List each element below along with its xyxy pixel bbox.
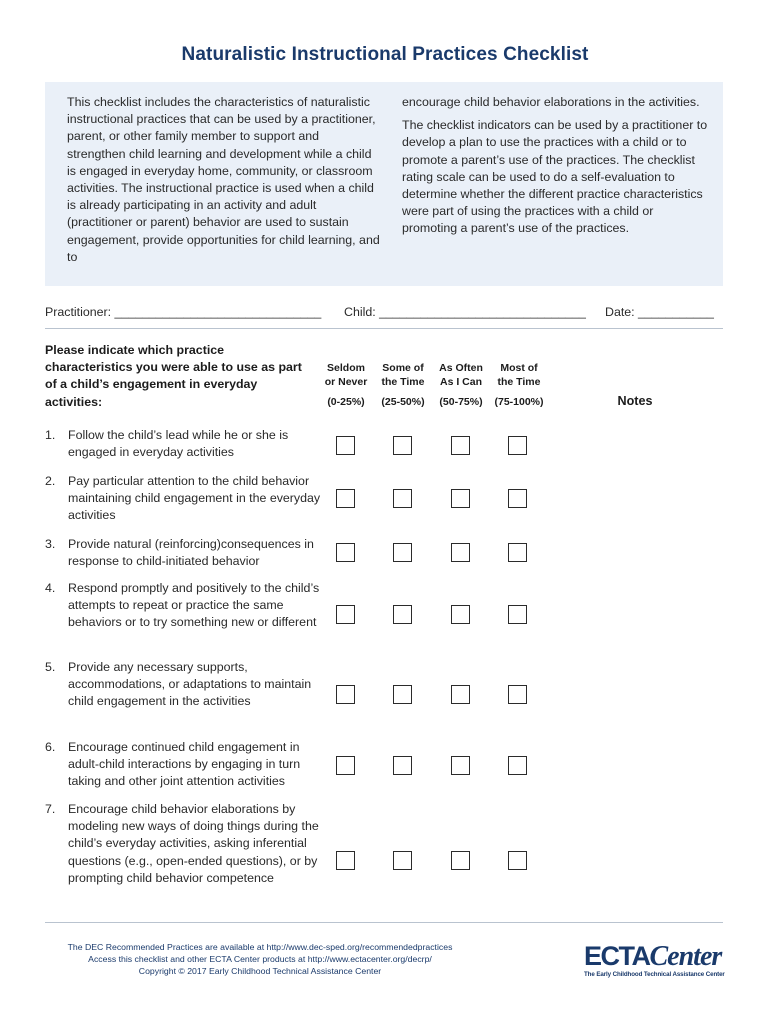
checkbox-item6-seldom[interactable]	[336, 756, 355, 775]
footer-line-dec[interactable]: The DEC Recommended Practices are available at http://www.dec-sped.org/recommendedpractices	[67, 942, 453, 952]
checkbox-item3-some[interactable]	[393, 543, 412, 562]
checkbox-item3-as-often[interactable]	[451, 543, 470, 562]
divider-top	[45, 328, 723, 329]
column-header-most	[490, 361, 548, 390]
checkbox-item7-most[interactable]	[508, 851, 527, 870]
item-number: 6.	[45, 740, 56, 754]
date-field[interactable]: Date: ___________	[605, 305, 714, 319]
logo-wordmark	[584, 941, 721, 972]
checkbox-item4-seldom[interactable]	[336, 605, 355, 624]
logo-tagline: The Early Childhood Technical Assistance Center	[584, 971, 725, 978]
checklist-item-2	[45, 473, 325, 525]
practitioner-field[interactable]: Practitioner: ______________________________	[45, 305, 322, 319]
checkbox-item5-some[interactable]	[393, 685, 412, 704]
intro-paragraph-1: encourage child behavior elaborations in the activities.	[402, 95, 700, 109]
notes-header: Notes	[617, 394, 653, 408]
checkbox-item4-some[interactable]	[393, 605, 412, 624]
item-text: Encourage continued child engagement in adult-child interactions by engaging in turn taking and other joint attention activities	[68, 740, 301, 789]
checkbox-item3-seldom[interactable]	[336, 543, 355, 562]
checkbox-item2-as-often[interactable]	[451, 489, 470, 508]
item-text: Respond promptly and positively to the child’s attempts to repeat or practice the same behaviors or to try something new or different	[68, 581, 320, 630]
header-fields	[45, 305, 723, 321]
checklist-item-3	[45, 536, 325, 570]
checkbox-item1-most[interactable]	[508, 436, 527, 455]
column-header-seldom	[318, 361, 374, 390]
checklist-item-7	[45, 801, 325, 887]
item-number: 2.	[45, 474, 56, 488]
checklist-item-6	[45, 739, 325, 791]
checkbox-item5-as-often[interactable]	[451, 685, 470, 704]
intro-panel	[45, 82, 723, 286]
item-text: Follow the child’s lead while he or she is engaged in everyday activities	[68, 428, 289, 460]
checkbox-item1-some[interactable]	[393, 436, 412, 455]
column-label-line1: Seldom	[327, 362, 365, 374]
column-label-line2: As I Can	[439, 376, 482, 389]
page-title: Naturalistic Instructional Practices Checklist	[181, 44, 589, 65]
checklist-item-1	[45, 427, 325, 461]
rating-instruction: Please indicate which practice characteristics you were able to use as part of a child’s engagement in everyday activities:	[45, 343, 302, 409]
column-header-as-often	[432, 361, 490, 390]
checkbox-item3-most[interactable]	[508, 543, 527, 562]
checkbox-item6-most[interactable]	[508, 756, 527, 775]
column-percent-seldom: (0-25%)	[327, 396, 365, 408]
checkbox-item5-seldom[interactable]	[336, 685, 355, 704]
intro-text-left: This checklist includes the characteristics of naturalistic instructional practices that can be used by a practitioner, parent, or other family member to support and strengthen child learning and development while a child is engaged in everyday home, community, or classroom activities. The instructional practice is used when a child is already participating in an activity and adult (practitioner or parent) behavior are used to sustain engagement, provide opportunities for child learning, and to	[67, 95, 380, 264]
item-text: Encourage child behavior elaborations by modeling new ways of doing things during the child’s everyday activities, asking inferential questions (e.g., open-ended questions), or by prompting child behavior competence	[68, 802, 319, 885]
checkbox-item4-most[interactable]	[508, 605, 527, 624]
logo-center: Center	[649, 941, 722, 972]
footer-line-access[interactable]: Access this checklist and other ECTA Center products at http://www.ectacenter.org/decrp/	[88, 954, 432, 965]
checkbox-item2-some[interactable]	[393, 489, 412, 508]
item-number: 1.	[45, 428, 56, 442]
checkbox-item1-seldom[interactable]	[336, 436, 355, 455]
checkbox-item5-most[interactable]	[508, 685, 527, 704]
item-number: 4.	[45, 581, 56, 595]
logo-ecta: ECTA	[584, 941, 650, 971]
column-percent-most: (75-100%)	[494, 396, 544, 408]
column-label-line2: the Time	[381, 376, 425, 389]
footer-credits	[45, 941, 475, 978]
checkbox-item6-as-often[interactable]	[451, 756, 470, 775]
checklist-item-4	[45, 580, 325, 632]
checkbox-item4-as-often[interactable]	[451, 605, 470, 624]
item-text: Provide natural (reinforcing)consequences in response to child-initiated behavior	[68, 537, 314, 569]
column-label-line2: or Never	[324, 376, 368, 389]
intro-paragraph-2: The checklist indicators can be used by a practitioner to develop a plan to use the practices with a child or to promote a parent’s use of the practices. The checklist rating scale can be used to do a self-evaluation to determine whether the different practice characteristics were part of using the practices with a child or promoting a parent’s use of the practices.	[402, 118, 708, 236]
column-percent-as-often: (50-75%)	[439, 396, 483, 408]
checklist-item-5	[45, 659, 325, 711]
item-number: 3.	[45, 537, 56, 551]
checkbox-item2-most[interactable]	[508, 489, 527, 508]
item-text: Pay particular attention to the child behavior maintaining child engagement in the everyday activities	[68, 474, 321, 523]
child-field[interactable]: Child: ______________________________	[344, 305, 586, 319]
item-text: Provide any necessary supports, accommodations, or adaptations to maintain child engagement in the activities	[68, 660, 312, 709]
column-label-line1: Some of	[382, 362, 424, 374]
column-label-line1: Most of	[500, 362, 538, 374]
column-header-some	[374, 361, 432, 390]
checkbox-item6-some[interactable]	[393, 756, 412, 775]
item-number: 5.	[45, 660, 56, 674]
ecta-center-logo	[584, 941, 726, 979]
checkbox-item1-as-often[interactable]	[451, 436, 470, 455]
column-label-line2: the Time	[497, 376, 541, 389]
checkbox-item7-as-often[interactable]	[451, 851, 470, 870]
checkbox-item7-some[interactable]	[393, 851, 412, 870]
item-number: 7.	[45, 802, 56, 816]
checkbox-item2-seldom[interactable]	[336, 489, 355, 508]
column-percent-some: (25-50%)	[381, 396, 425, 408]
divider-bottom	[45, 922, 723, 923]
intro-text-right	[402, 94, 710, 238]
column-label-line1: As Often	[439, 362, 483, 374]
footer-copyright: Copyright © 2017 Early Childhood Technical Assistance Center	[138, 966, 382, 977]
checkbox-item7-seldom[interactable]	[336, 851, 355, 870]
